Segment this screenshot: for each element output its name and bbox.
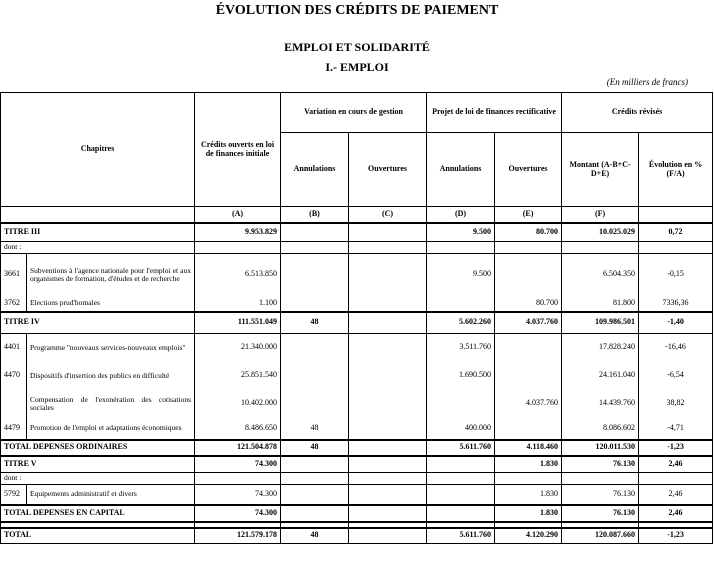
col-label-b: (B): [281, 207, 349, 223]
table-row: 4479 Promotion de l'emploi et adaptations économiques 8.486.650 48 400.000 8.086.602 -4,71: [1, 418, 713, 440]
table-row: TITRE III 9.953.829 9.500 80.700 10.025.029 0,72: [1, 223, 713, 242]
header-ouvertures-e: Ouvertures: [495, 133, 562, 207]
table-row: 3661 Subventions à l'agence nationale pour l'emploi et aux organismes de formation, d'études et de recherche 6.513.850 9.500 6.504.350 -0,15: [1, 254, 713, 296]
table-row: 5792 Equipements administratif et divers 74.300 1.830 76.130 2,46: [1, 485, 713, 505]
header-ouvertures-c: Ouvertures: [349, 133, 427, 207]
table-row: Compensation de l'exonération des cotisations sociales 10.402.000 4.037.760 14.439.760 38,82: [1, 390, 713, 418]
dont-label: dont :: [1, 473, 195, 485]
header-annulations-b: Annulations: [281, 133, 349, 207]
credits-table: [0, 92, 713, 544]
header-chapitres: Chapitres: [1, 93, 195, 207]
table-row: 4401 Programme "nouveaux services-nouveaux emplois" 21.340.000 3.511.760 17.828.240 -16,46: [1, 334, 713, 362]
col-label-a: (A): [195, 207, 281, 223]
header-variation: Variation en cours de gestion: [281, 93, 427, 133]
unit-note: (En milliers de francs): [606, 77, 688, 87]
section-title: I.- EMPLOI: [325, 60, 389, 74]
table-row: TITRE IV 111.551.049 48 5.602.260 4.037.760 109.986.501 -1,40: [1, 312, 713, 334]
col-label-d: (D): [427, 207, 495, 223]
header-projet-loi: Projet de loi de finances rectificative: [427, 93, 562, 133]
col-label-e: (E): [495, 207, 562, 223]
col-label-c: (C): [349, 207, 427, 223]
table-row: TOTAL 121.579.178 48 5.611.760 4.120.290 120.087.660 -1,23: [1, 528, 713, 544]
header-credits-ouverts: Crédits ouverts en loi de finances initiale: [195, 93, 281, 207]
table-row: TITRE V 74.300 1.830 76.130 2,46: [1, 456, 713, 473]
table-row: 4470 Dispositifs d'insertion des publics en difficulté 25.851.540 1.690.500 24.161.040 -6,54: [1, 362, 713, 390]
col-label-f: (F): [562, 207, 639, 223]
header-annulations-d: Annulations: [427, 133, 495, 207]
table-row: TOTAL DEPENSES EN CAPITAL 74.300 1.830 76.130 2,46: [1, 505, 713, 522]
table-row: TOTAL DEPENSES ORDINAIRES 121.504.878 48 5.611.760 4.118.460 120.011.530 -1,23: [1, 440, 713, 456]
header-evolution: Évolution en % (F/A): [639, 133, 713, 207]
ministry-subtitle: EMPLOI ET SOLIDARITÉ: [284, 40, 430, 54]
header-credits-revises: Crédits révisés: [562, 93, 713, 133]
table-row: 3762 Elections prud'homales 1.100 80.700 81.800 7336,36: [1, 296, 713, 312]
header-montant: Montant (A-B+C-D+E): [562, 133, 639, 207]
page-title: ÉVOLUTION DES CRÉDITS DE PAIEMENT: [215, 3, 499, 18]
dont-label: dont :: [1, 242, 195, 254]
